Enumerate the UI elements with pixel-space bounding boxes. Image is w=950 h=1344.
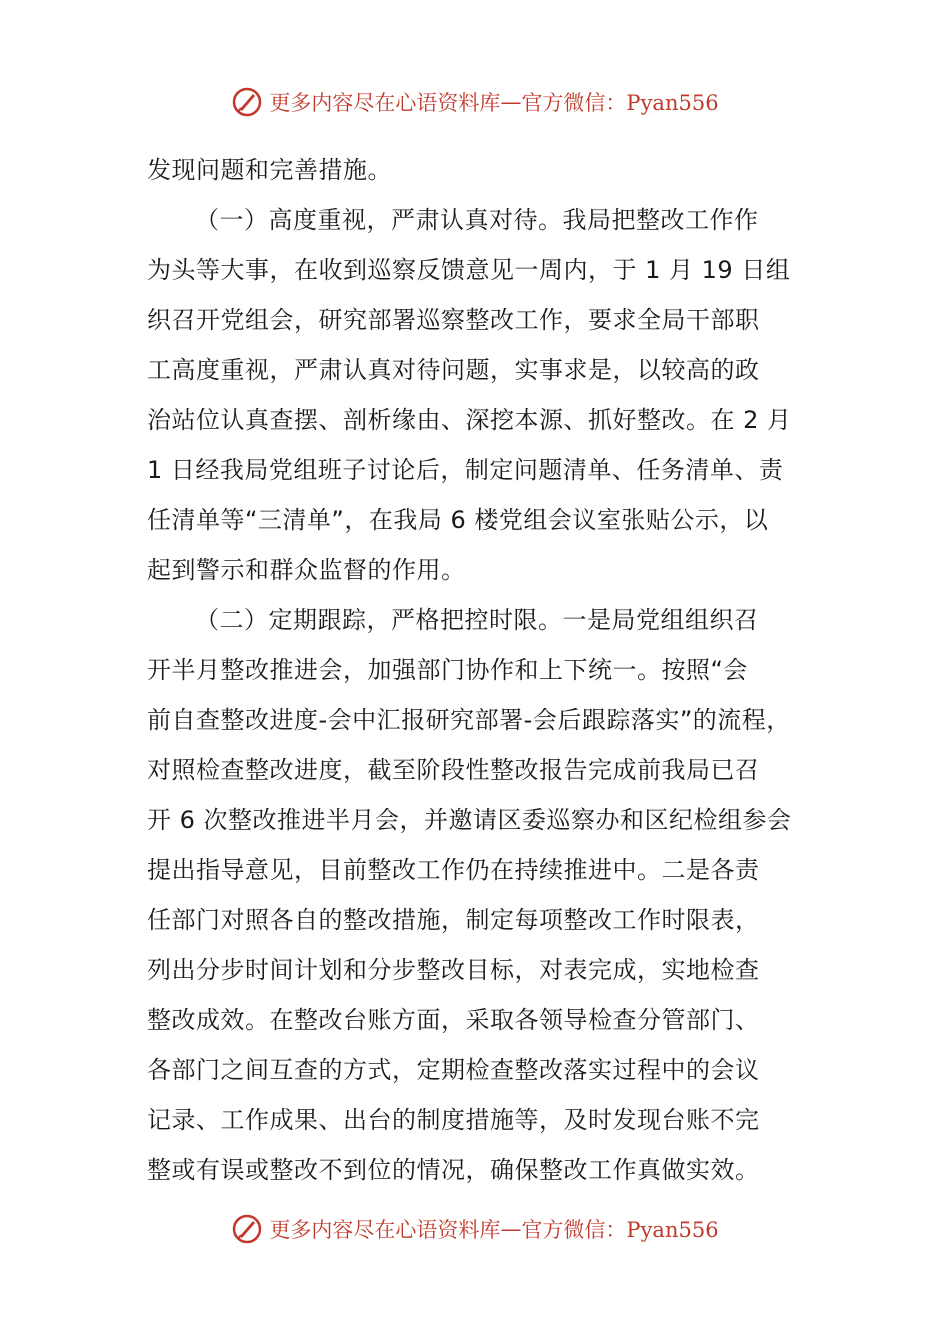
section-heading-line: （二）定期跟踪，严格把控时限。一是局党组组织召 bbox=[195, 606, 759, 634]
body-line: 提出指导意见，目前整改工作仍在持续推进中。二是各责 bbox=[147, 856, 760, 884]
quill-pen-logo-icon bbox=[231, 1213, 263, 1245]
body-line: 整改成效。在整改台账方面，采取各领导检查分管部门、 bbox=[147, 1006, 760, 1034]
watermark-contact: 官方微信：Pyan556 bbox=[521, 91, 719, 115]
watermark-contact: 官方微信：Pyan556 bbox=[521, 1218, 719, 1242]
watermark-separator: — bbox=[500, 1217, 522, 1241]
body-line: 工高度重视，严肃认真对待问题，实事求是，以较高的政 bbox=[147, 356, 760, 384]
body-line: 任清单等“三清单”，在我局 6 楼党组会议室张贴公示，以 bbox=[147, 506, 769, 534]
watermark-separator: — bbox=[500, 90, 522, 114]
body-line: 开 6 次整改推进半月会，并邀请区委巡察办和区纪检组参会 bbox=[147, 806, 792, 834]
footer-watermark bbox=[0, 1209, 950, 1249]
body-line: 记录、工作成果、出台的制度措施等，及时发现台账不完 bbox=[147, 1106, 760, 1134]
body-line: 治站位认真查摆、剖析缘由、深挖本源、抓好整改。在 2 月 bbox=[147, 406, 792, 434]
body-line: 发现问题和完善措施。 bbox=[147, 156, 392, 184]
document-body bbox=[147, 145, 807, 1195]
header-watermark bbox=[0, 82, 950, 122]
body-line: 为头等大事，在收到巡察反馈意见一周内，于 1 月 19 日组 bbox=[147, 256, 791, 284]
body-line: 织召开党组会，研究部署巡察整改工作，要求全局干部职 bbox=[147, 306, 760, 334]
quill-pen-logo-icon bbox=[231, 86, 263, 118]
section-heading-line: （一）高度重视，严肃认真对待。我局把整改工作作 bbox=[195, 206, 759, 234]
watermark-text: 更多内容尽在心语资料库 bbox=[269, 91, 501, 115]
watermark-text: 更多内容尽在心语资料库 bbox=[269, 1218, 501, 1242]
body-line: 整或有误或整改不到位的情况，确保整改工作真做实效。 bbox=[147, 1156, 760, 1184]
body-line: 对照检查整改进度，截至阶段性整改报告完成前我局已召 bbox=[147, 756, 760, 784]
body-line: 各部门之间互查的方式，定期检查整改落实过程中的会议 bbox=[147, 1056, 760, 1084]
body-line: 起到警示和群众监督的作用。 bbox=[147, 556, 466, 584]
body-line: 列出分步时间计划和分步整改目标，对表完成，实地检查 bbox=[147, 956, 760, 984]
body-line: 前自查整改进度-会中汇报研究部署-会后跟踪落实”的流程， bbox=[147, 706, 791, 734]
body-line: 1 日经我局党组班子讨论后，制定问题清单、任务清单、责 bbox=[147, 456, 784, 484]
body-line: 开半月整改推进会，加强部门协作和上下统一。按照“会 bbox=[147, 656, 748, 684]
body-line: 任部门对照各自的整改措施，制定每项整改工作时限表， bbox=[147, 906, 760, 934]
